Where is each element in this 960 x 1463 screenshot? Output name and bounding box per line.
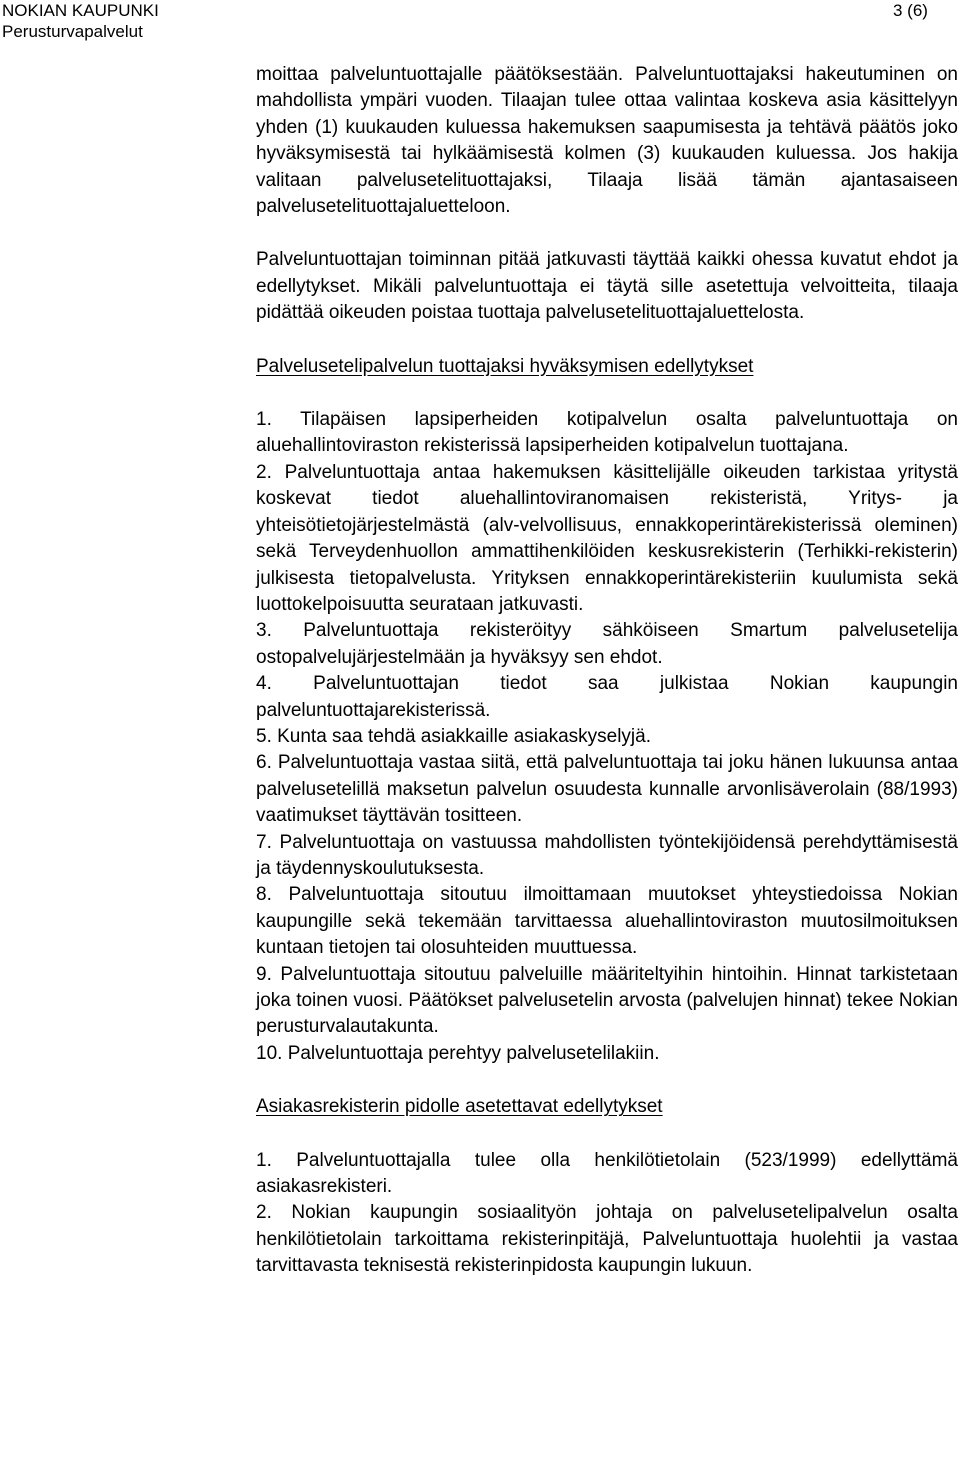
intro-paragraph-2: Palveluntuottajan toiminnan pitää jatkuvasti täyttää kaikki ohessa kuvatut ehdot ja edellytykset. Mikäli palveluntuottaja ei täytä sille asetettuja velvoitteita, tilaaja pidättää oikeuden poistaa tuottaja palvelusetelituottajaluettelosta. (256, 249, 958, 324)
spacer (256, 327, 958, 354)
intro-paragraph-1: moittaa palveluntuottajalle päätöksestään. Palveluntuottajaksi hakeutuminen on mahdollista ympäri vuoden. Tilaajan tulee ottaa valintaa koskeva asia käsittelyyn yhden (1) kuukauden kuluessa hakemuksen saapumisesta ja tehtävä päätös joko hyväksymisestä tai hylkäämisestä kolmen (3) kuukauden kuluessa. Jos hakija valitaan palvelusetelituottajaksi, Tilaaja lisää tämän ajantasaiseen palvelusetelituottajaluetteloon. (256, 64, 958, 218)
list-item: 4. Palveluntuottajan tiedot saa julkistaa Nokian kaupungin palveluntuottajarekisterissä. (256, 673, 958, 721)
list-item: 2. Nokian kaupungin sosiaalityön johtaja on palvelusetelipalvelun osalta henkilötietolain tarkoittama rekisterinpitäjä, Palveluntuottaja huolehtii ja vastaa tarvittavasta teknisestä rekisterinpidosta kaupungin lukuun. (256, 1202, 958, 1277)
spacer (256, 1067, 958, 1094)
spacer (256, 380, 958, 407)
list-item: 6. Palveluntuottaja vastaa siitä, että palveluntuottaja tai joku hänen lukuunsa antaa palvelusetelillä maksetun palvelun osuudesta kunnalle arvonlisäverolain (88/1993) vaatimukset täyttävän tositteen. (256, 752, 958, 827)
section-heading-provider-requirements: Palvelusetelipalvelun tuottajaksi hyväksymisen edellytykset (256, 355, 754, 377)
spacer (256, 220, 958, 247)
list-item: 8. Palveluntuottaja sitoutuu ilmoittamaan muutokset yhteystiedoissa Nokian kaupungille sekä tekemään tarvittaessa aluehallintoviraston muutosilmoituksen kuntaan tietojen tai olosuhteiden muuttuessa. (256, 884, 958, 959)
document-body (256, 62, 958, 1280)
list-item: 1. Tilapäisen lapsiperheiden kotipalvelun osalta palveluntuottaja on aluehallintoviraston rekisterissä lapsiperheiden kotipalvelun tuottajana. (256, 409, 958, 457)
page-number: 3 (6) (893, 1, 928, 20)
list-item: 5. Kunta saa tehdä asiakkaille asiakaskyselyjä. (256, 725, 652, 747)
section-heading-customer-register: Asiakasrekisterin pidolle asetettavat edellytykset (256, 1096, 663, 1118)
spacer (256, 1121, 958, 1148)
page-header (0, 0, 960, 46)
list-item: 9. Palveluntuottaja sitoutuu palveluille määriteltyihin hintoihin. Hinnat tarkistetaan joka toinen vuosi. Päätökset palvelusetelin arvosta (palvelujen hinnat) tekee Nokian perusturvalautakunta. (256, 963, 958, 1038)
department-name: Perusturvapalvelut (2, 22, 143, 41)
list-item: 7. Palveluntuottaja on vastuussa mahdollisten työntekijöidensä perehdyttämisestä ja täydennyskoulutuksesta. (256, 831, 958, 879)
list-item: 10. Palveluntuottaja perehtyy palvelusetelilakiin. (256, 1042, 660, 1064)
list-item: 2. Palveluntuottaja antaa hakemuksen käsittelijälle oikeuden tarkistaa yritystä koskevat tiedot aluehallintoviranomaisen rekisteristä, Yritys- ja yhteisötietojärjestelmästä (alv-velvollisuus, ennakkoperintärekisterissä oleminen) sekä Terveydenhuollon ammattihenkilöiden keskusrekisterin (Terhikki-rekisterin) julkisesta tietopalvelusta. Yrityksen ennakkoperintärekisteriin kuulumista sekä luottokelpoisuutta seurataan jatkuvasti. (256, 461, 958, 615)
list-item: 3. Palveluntuottaja rekisteröityy sähköiseen Smartum palvelusetelija ostopalvelujärjestelmään ja hyväksyy sen ehdot. (256, 620, 958, 668)
list-item: 1. Palveluntuottajalla tulee olla henkilötietolain (523/1999) edellyttämä asiakasrekisteri. (256, 1149, 958, 1198)
organization-name: NOKIAN KAUPUNKI (2, 1, 159, 20)
